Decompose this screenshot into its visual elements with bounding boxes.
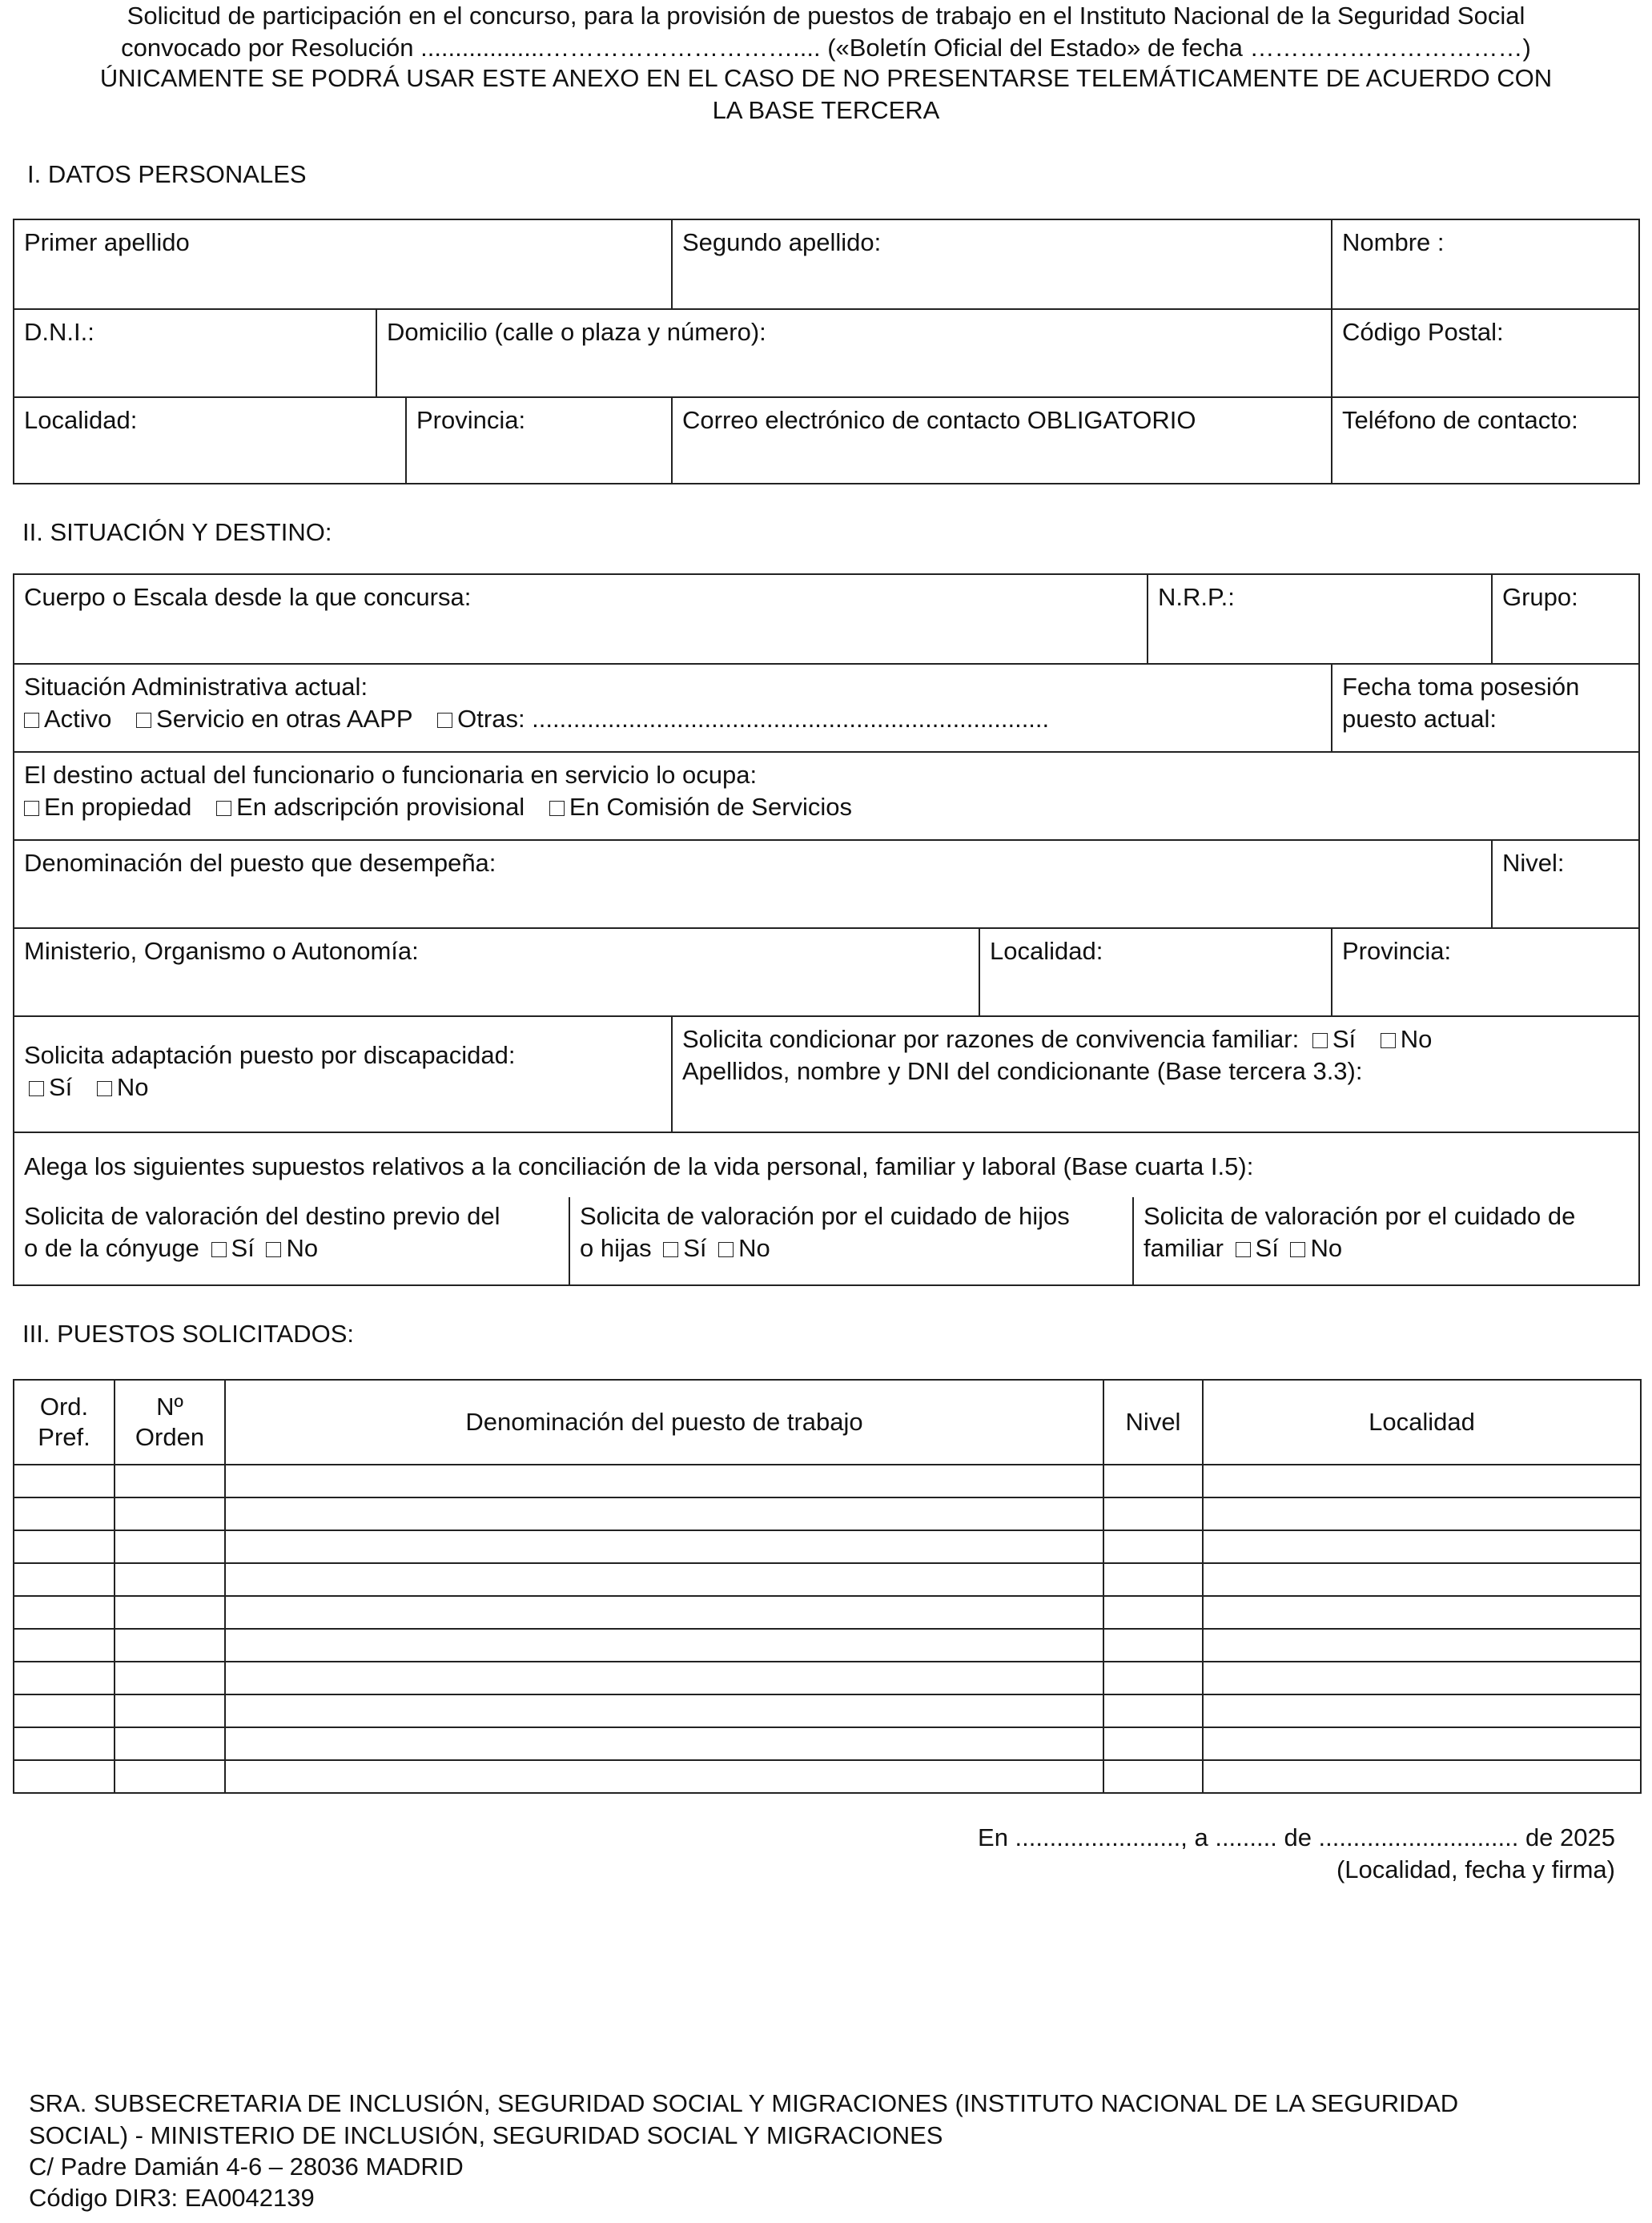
signature-place-date-line[interactable]: En ........................, a ......... de ............................. de 2025 xyxy=(978,1823,1615,1851)
table-row xyxy=(14,1563,1641,1596)
denominacion-cell[interactable] xyxy=(225,1662,1103,1694)
condicionar-field xyxy=(671,1017,1638,1132)
condicionar-no-label: No xyxy=(1400,1025,1433,1053)
destino-actual-label: El destino actual del funcionario o funcionaria en servicio lo ocupa: xyxy=(24,761,758,789)
adaptacion-label: Solicita adaptación puesto por discapacidad: xyxy=(24,1041,516,1069)
option-comision-servicios[interactable] xyxy=(549,793,852,821)
checkbox-icon[interactable] xyxy=(1312,1033,1328,1048)
ord-pref-cell[interactable] xyxy=(14,1563,115,1596)
ord-pref-cell[interactable] xyxy=(14,1465,115,1497)
checkbox-icon[interactable] xyxy=(266,1242,281,1257)
primer-apellido-field[interactable] xyxy=(14,220,671,308)
num-orden-cell[interactable] xyxy=(115,1596,225,1629)
ord-pref-cell[interactable] xyxy=(14,1497,115,1530)
personal-row-contact xyxy=(14,396,1638,484)
col-nivel: Nivel xyxy=(1103,1380,1203,1465)
col-ord-pref-line-2: Pref. xyxy=(38,1423,90,1451)
footer-address: C/ Padre Damián 4-6 – 28036 MADRID xyxy=(29,2153,464,2181)
conciliacion-familiar-no: No xyxy=(1310,1234,1343,1262)
localidad-cell[interactable] xyxy=(1203,1465,1641,1497)
nivel-cell[interactable] xyxy=(1103,1563,1203,1596)
conciliacion-cuidado-hijos-label-1: Solicita de valoración por el cuidado de hijos xyxy=(580,1202,1070,1230)
option-comision-servicios-label: En Comisión de Servicios xyxy=(569,793,853,821)
table-row xyxy=(14,1760,1641,1793)
table-row xyxy=(14,1497,1641,1530)
adaptacion-options xyxy=(24,1071,661,1103)
segundo-apellido-label: Segundo apellido: xyxy=(682,228,882,256)
requested-posts-body xyxy=(14,1465,1641,1793)
option-en-propiedad[interactable] xyxy=(24,793,191,821)
provincia-label: Provincia: xyxy=(416,406,526,434)
condicionar-line xyxy=(682,1023,1629,1055)
table-row xyxy=(14,1694,1641,1727)
col-num-orden-line-1: Nº xyxy=(156,1393,183,1421)
conciliacion-hijos-no: No xyxy=(738,1234,770,1262)
localidad-cell[interactable] xyxy=(1203,1694,1641,1727)
ministerio-field[interactable] xyxy=(14,929,979,1015)
option-activo[interactable] xyxy=(24,705,111,733)
option-activo-label: Activo xyxy=(44,705,112,733)
conciliacion-destino-no: No xyxy=(286,1234,319,1262)
dni-field[interactable] xyxy=(14,310,376,396)
num-orden-cell[interactable] xyxy=(115,1497,225,1530)
conciliacion-cuidado-hijos xyxy=(569,1197,1132,1286)
col-num-orden xyxy=(115,1380,225,1465)
situacion-administrativa-label: Situación Administrativa actual: xyxy=(24,673,368,701)
conciliacion-familiar-si: Sí xyxy=(1255,1234,1279,1262)
requested-posts-table xyxy=(13,1379,1642,1794)
ord-pref-cell[interactable] xyxy=(14,1662,115,1694)
conciliacion-cuidado-familiar-label-1: Solicita de valoración por el cuidado de xyxy=(1144,1202,1576,1230)
dni-label: D.N.I.: xyxy=(24,318,94,346)
checkbox-icon[interactable] xyxy=(24,801,39,816)
destino-localidad-field[interactable] xyxy=(979,929,1331,1015)
adaptacion-no-label: No xyxy=(116,1073,149,1101)
num-orden-cell[interactable] xyxy=(115,1563,225,1596)
nivel-label: Nivel: xyxy=(1502,849,1565,877)
table-row xyxy=(14,1727,1641,1760)
localidad-field[interactable] xyxy=(14,398,405,484)
nivel-cell[interactable] xyxy=(1103,1629,1203,1662)
ord-pref-cell[interactable] xyxy=(14,1596,115,1629)
num-orden-cell[interactable] xyxy=(115,1629,225,1662)
num-orden-cell[interactable] xyxy=(115,1694,225,1727)
condicionar-label: Solicita condicionar por razones de convivencia familiar: xyxy=(682,1025,1300,1053)
provincia-field[interactable] xyxy=(405,398,671,484)
denominacion-puesto-field[interactable] xyxy=(14,841,1491,927)
correo-label: Correo electrónico de contacto OBLIGATORIO xyxy=(682,406,1196,434)
situation-row-destino xyxy=(14,751,1638,839)
ord-pref-cell[interactable] xyxy=(14,1694,115,1727)
domicilio-field[interactable] xyxy=(376,310,1331,396)
option-servicio-otras-aapp[interactable] xyxy=(136,705,413,733)
checkbox-icon[interactable] xyxy=(216,801,231,816)
situation-row-conciliacion xyxy=(14,1132,1638,1284)
situation-row-administrativa xyxy=(14,663,1638,751)
telefono-field[interactable] xyxy=(1331,398,1638,484)
denominacion-cell[interactable] xyxy=(225,1596,1103,1629)
condicionante-label: Apellidos, nombre y DNI del condicionante (Base tercera 3.3): xyxy=(682,1057,1363,1085)
table-row xyxy=(14,1596,1641,1629)
nivel-cell[interactable] xyxy=(1103,1727,1203,1760)
conciliacion-cuidado-familiar-label-2: familiar xyxy=(1144,1234,1224,1262)
option-en-propiedad-label: En propiedad xyxy=(44,793,192,821)
denominacion-cell[interactable] xyxy=(225,1694,1103,1727)
grupo-label: Grupo: xyxy=(1502,583,1578,611)
localidad-cell[interactable] xyxy=(1203,1497,1641,1530)
checkbox-icon[interactable] xyxy=(1290,1242,1305,1257)
col-ord-pref xyxy=(14,1380,115,1465)
correo-field[interactable] xyxy=(671,398,1331,484)
nombre-field[interactable] xyxy=(1331,220,1638,308)
checkbox-icon[interactable] xyxy=(1236,1242,1251,1257)
localidad-cell[interactable] xyxy=(1203,1662,1641,1694)
denominacion-cell[interactable] xyxy=(225,1629,1103,1662)
nrp-field[interactable] xyxy=(1147,575,1491,663)
denominacion-cell[interactable] xyxy=(225,1497,1103,1530)
table-row xyxy=(14,1662,1641,1694)
footer-addressee-line-2: SOCIAL) - MINISTERIO DE INCLUSIÓN, SEGURIDAD SOCIAL Y MIGRACIONES xyxy=(29,2121,943,2149)
option-adscripcion-provisional-label: En adscripción provisional xyxy=(236,793,525,821)
conciliacion-cuidado-hijos-label-2: o hijas xyxy=(580,1234,652,1262)
conciliacion-destino-si: Sí xyxy=(231,1234,255,1262)
num-orden-cell[interactable] xyxy=(115,1727,225,1760)
nivel-cell[interactable] xyxy=(1103,1465,1203,1497)
signature-caption: (Localidad, fecha y firma) xyxy=(1336,1855,1615,1883)
condicionar-option-no[interactable] xyxy=(1381,1025,1433,1053)
fecha-toma-posesion-label-2: puesto actual: xyxy=(1342,705,1497,733)
grupo-field[interactable] xyxy=(1491,575,1638,663)
condicionar-option-si[interactable] xyxy=(1312,1025,1356,1053)
fecha-toma-posesion-field[interactable] xyxy=(1331,665,1638,751)
conciliacion-hijos-si: Sí xyxy=(683,1234,707,1262)
nivel-cell[interactable] xyxy=(1103,1694,1203,1727)
localidad-cell[interactable] xyxy=(1203,1760,1641,1793)
table-row xyxy=(14,1530,1641,1563)
denominacion-cell[interactable] xyxy=(225,1760,1103,1793)
option-adscripcion-provisional[interactable] xyxy=(216,793,525,821)
adaptacion-field xyxy=(14,1017,671,1132)
checkbox-icon[interactable] xyxy=(718,1242,734,1257)
col-ord-pref-line-1: Ord. xyxy=(39,1393,89,1421)
domicilio-label: Domicilio (calle o plaza y número): xyxy=(387,318,766,346)
situation-row-puesto xyxy=(14,839,1638,927)
num-orden-cell[interactable] xyxy=(115,1465,225,1497)
personal-row-names xyxy=(14,220,1638,308)
col-num-orden-line-2: Orden xyxy=(135,1423,205,1451)
denominacion-cell[interactable] xyxy=(225,1530,1103,1563)
localidad-cell[interactable] xyxy=(1203,1530,1641,1563)
nivel-cell[interactable] xyxy=(1103,1662,1203,1694)
col-denominacion: Denominación del puesto de trabajo xyxy=(225,1380,1103,1465)
section-title-situation: II. SITUACIÓN Y DESTINO: xyxy=(22,518,332,546)
checkbox-icon[interactable] xyxy=(437,713,452,728)
adaptacion-si-label: Sí xyxy=(49,1073,73,1101)
checkbox-icon[interactable] xyxy=(1381,1033,1396,1048)
situation-table xyxy=(13,573,1640,1286)
requested-posts-header xyxy=(14,1380,1641,1465)
denominacion-cell[interactable] xyxy=(225,1563,1103,1596)
option-otras[interactable] xyxy=(437,705,1049,733)
ministerio-label: Ministerio, Organismo o Autonomía: xyxy=(24,937,419,965)
conciliacion-destino-previo xyxy=(14,1197,569,1286)
checkbox-icon[interactable] xyxy=(549,801,565,816)
codigo-postal-label: Código Postal: xyxy=(1342,318,1504,346)
nivel-cell[interactable] xyxy=(1103,1596,1203,1629)
segundo-apellido-field[interactable] xyxy=(671,220,1331,308)
table-row xyxy=(14,1629,1641,1662)
checkbox-icon[interactable] xyxy=(24,713,39,728)
checkbox-icon[interactable] xyxy=(29,1081,44,1096)
num-orden-cell[interactable] xyxy=(115,1760,225,1793)
personal-data-table xyxy=(13,219,1640,484)
situation-row-ministerio xyxy=(14,927,1638,1015)
fecha-toma-posesion-label-1: Fecha toma posesión xyxy=(1342,673,1580,701)
primer-apellido-label: Primer apellido xyxy=(24,228,190,256)
personal-row-address xyxy=(14,308,1638,396)
cuerpo-escala-label: Cuerpo o Escala desde la que concursa: xyxy=(24,583,472,611)
footer-dir3-code: Código DIR3: EA0042139 xyxy=(29,2184,315,2212)
form-title-line-1: Solicitud de participación en el concurso, para la provisión de puestos de trabajo en el Instituto Nacional de la Seguridad Social xyxy=(127,2,1525,30)
checkbox-icon[interactable] xyxy=(97,1081,112,1096)
section-title-requested-posts: III. PUESTOS SOLICITADOS: xyxy=(22,1320,355,1348)
situacion-administrativa-field xyxy=(14,665,1331,751)
nivel-cell[interactable] xyxy=(1103,1497,1203,1530)
option-servicio-otras-aapp-label: Servicio en otras AAPP xyxy=(156,705,413,733)
nrp-label: N.R.P.: xyxy=(1158,583,1235,611)
conciliacion-destino-previo-label-2: o de la cónyuge xyxy=(24,1234,199,1262)
adaptacion-option-si[interactable] xyxy=(29,1073,72,1101)
nombre-label: Nombre : xyxy=(1342,228,1445,256)
checkbox-icon[interactable] xyxy=(663,1242,678,1257)
form-notice-line-2: LA BASE TERCERA xyxy=(712,96,940,124)
denominacion-cell[interactable] xyxy=(225,1465,1103,1497)
destino-provincia-label: Provincia: xyxy=(1342,937,1452,965)
localidad-cell[interactable] xyxy=(1203,1727,1641,1760)
destino-actual-field xyxy=(14,753,1638,839)
localidad-cell[interactable] xyxy=(1203,1629,1641,1662)
table-row xyxy=(14,1465,1641,1497)
situation-row-cuerpo xyxy=(14,575,1638,663)
conciliacion-destino-previo-label-1: Solicita de valoración del destino previo del xyxy=(24,1202,500,1230)
destino-provincia-field[interactable] xyxy=(1331,929,1638,1015)
num-orden-cell[interactable] xyxy=(115,1662,225,1694)
form-title-line-2: convocado por Resolución ..................………………………….... («Boletín Oficial del Estado» de fecha ……………………………) xyxy=(121,34,1531,62)
situacion-options xyxy=(24,703,1321,735)
telefono-label: Teléfono de contacto: xyxy=(1342,406,1578,434)
conciliacion-label: Alega los siguientes supuestos relativos a la conciliación de la vida personal, familiar y laboral (Base cuarta I.5): xyxy=(24,1152,1254,1180)
ord-pref-cell[interactable] xyxy=(14,1530,115,1563)
nivel-cell[interactable] xyxy=(1103,1530,1203,1563)
col-localidad: Localidad xyxy=(1203,1380,1641,1465)
checkbox-icon[interactable] xyxy=(136,713,151,728)
form-notice-line-1: ÚNICAMENTE SE PODRÁ USAR ESTE ANEXO EN EL CASO DE NO PRESENTARSE TELEMÁTICAMENTE DE ACUERDO CON xyxy=(99,64,1553,92)
codigo-postal-field[interactable] xyxy=(1331,310,1638,396)
num-orden-cell[interactable] xyxy=(115,1530,225,1563)
localidad-cell[interactable] xyxy=(1203,1563,1641,1596)
denominacion-puesto-label: Denominación del puesto que desempeña: xyxy=(24,849,496,877)
localidad-label: Localidad: xyxy=(24,406,138,434)
section-title-personal-data: I. DATOS PERSONALES xyxy=(27,160,307,188)
situation-row-adaptacion xyxy=(14,1015,1638,1132)
adaptacion-option-no[interactable] xyxy=(97,1073,149,1101)
ord-pref-cell[interactable] xyxy=(14,1629,115,1662)
conciliacion-cuidado-familiar xyxy=(1132,1197,1638,1286)
nivel-cell[interactable] xyxy=(1103,1760,1203,1793)
destino-localidad-label: Localidad: xyxy=(990,937,1103,965)
condicionar-si-label: Sí xyxy=(1332,1025,1357,1053)
denominacion-cell[interactable] xyxy=(225,1727,1103,1760)
checkbox-icon[interactable] xyxy=(211,1242,227,1257)
ord-pref-cell[interactable] xyxy=(14,1727,115,1760)
localidad-cell[interactable] xyxy=(1203,1596,1641,1629)
ord-pref-cell[interactable] xyxy=(14,1760,115,1793)
destino-options xyxy=(24,791,1629,823)
footer-addressee-line-1: SRA. SUBSECRETARIA DE INCLUSIÓN, SEGURIDAD SOCIAL Y MIGRACIONES (INSTITUTO NACIONAL DE LA SEGURIDAD xyxy=(29,2089,1459,2117)
nivel-field[interactable] xyxy=(1491,841,1638,927)
cuerpo-escala-field[interactable] xyxy=(14,575,1147,663)
option-otras-label: Otras: ........................................................................... xyxy=(457,705,1050,733)
